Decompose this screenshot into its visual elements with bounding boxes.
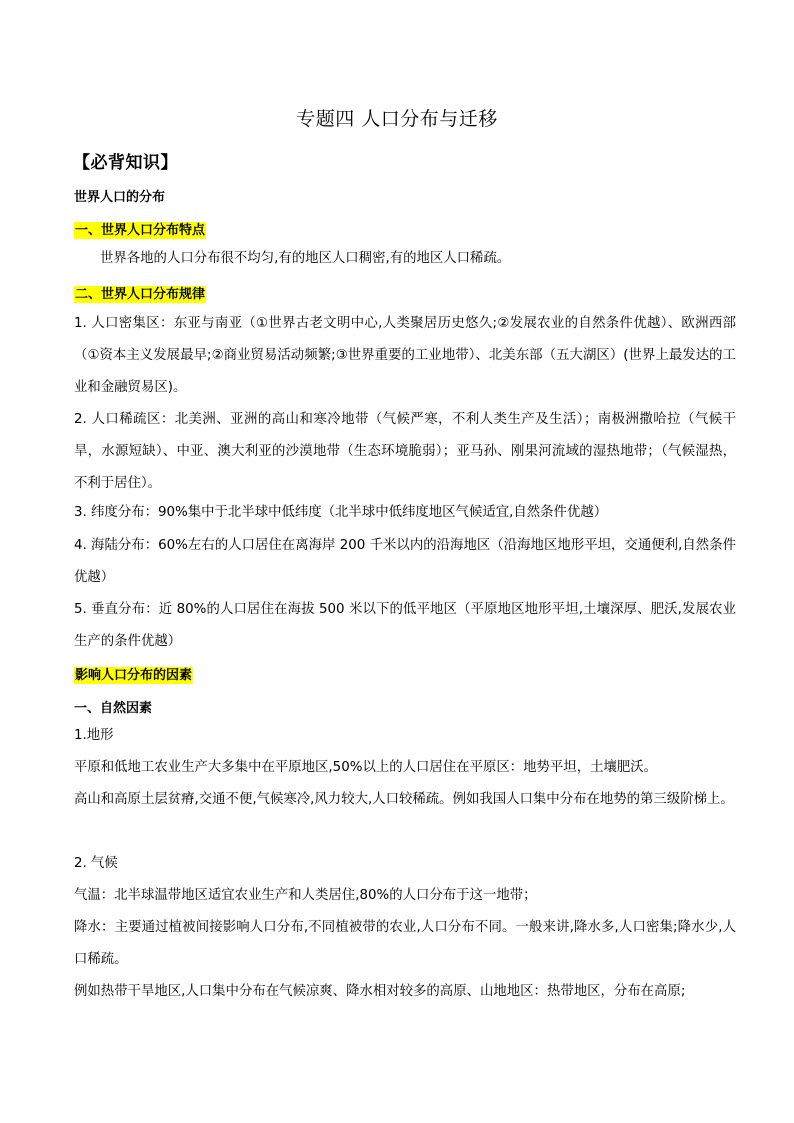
subheading-climate: 2. 气候 <box>74 856 118 871</box>
rule-sparse-areas: 2. 人口稀疏区：北美洲、亚洲的高山和寒冷地带（气候严寒，不利人类生产及生活）；南极洲撒哈拉（气候干旱，水源短缺）、中亚、澳大利亚的沙漠地带（生态环境脆弱）；亚马孙、刚果河流域的湿热地带；（气候湿热，不利于居住）。 <box>74 412 736 491</box>
paragraph-feature: 世界各地的人口分布很不均匀,有的地区人口稠密,有的地区人口稀疏。 <box>100 251 511 266</box>
highlighted-heading: 二、世界人口分布规律 <box>75 287 206 302</box>
paragraph-terrain-highland: 高山和高原土层贫瘠,交通不便,气候寒冷,风力较大,人口较稀疏。例如我国人口集中分布在地势的第三级阶梯上。 <box>74 792 734 807</box>
heading-distribution-rules <box>74 283 206 302</box>
paragraph-climate-precipitation: 降水：主要通过植被间接影响人口分布,不同植被带的农业,人口分布不同。一般来讲,降水多,人口密集;降水少,人口稀疏。 <box>74 920 736 967</box>
heading-natural-factors: 一、自然因素 <box>74 701 153 716</box>
rule-dense-areas: 1. 人口密集区：东亚与南亚（①世界古老文明中心,人类聚居历史悠久;②发展农业的自然条件优越）、欧洲西部（①资本主义发展最早;②商业贸易活动频繁;③世界重要的工业地带）、北美东部（五大湖区）(世界上最发达的工业和金融贸易区)。 <box>74 316 736 395</box>
section-label: 【必背知识】 <box>73 153 178 173</box>
rule-vertical: 5. 垂直分布：近 80%的人口居住在海拔 500 米以下的低平地区（平原地区地形平坦,土壤深厚、肥沃,发展农业生产的条件优越） <box>74 602 736 649</box>
heading-distribution-features <box>74 219 206 238</box>
paragraph-climate-temperature: 气温：北半球温带地区适宜农业生产和人类居住,80%的人口分布于这一地带； <box>74 888 537 903</box>
paragraph-terrain-plain: 平原和低地工农业生产大多集中在平原地区,50%以上的人口居住在平原区：地势平坦，土壤肥沃。 <box>74 760 658 775</box>
highlighted-heading: 影响人口分布的因素 <box>75 668 193 683</box>
highlighted-heading: 一、世界人口分布特点 <box>75 223 206 238</box>
rule-latitude: 3. 纬度分布：90%集中于北半球中低纬度（北半球中低纬度地区气候适宜,自然条件优越） <box>74 505 608 520</box>
rule-land-sea: 4. 海陆分布：60%左右的人口居住在离海岸 200 千米以内的沿海地区（沿海地区地形平坦，交通便利,自然条件优越） <box>74 538 736 585</box>
subheading-terrain: 1.地形 <box>74 728 114 743</box>
paragraph-climate-example: 例如热带干旱地区,人口集中分布在气候凉爽、降水相对较多的高原、山地地区：热带地区，分布在高原; <box>74 984 686 999</box>
page-title: 专题四 人口分布与迁移 <box>296 108 498 130</box>
heading-world-distribution: 世界人口的分布 <box>74 190 166 205</box>
heading-factors <box>74 664 193 683</box>
